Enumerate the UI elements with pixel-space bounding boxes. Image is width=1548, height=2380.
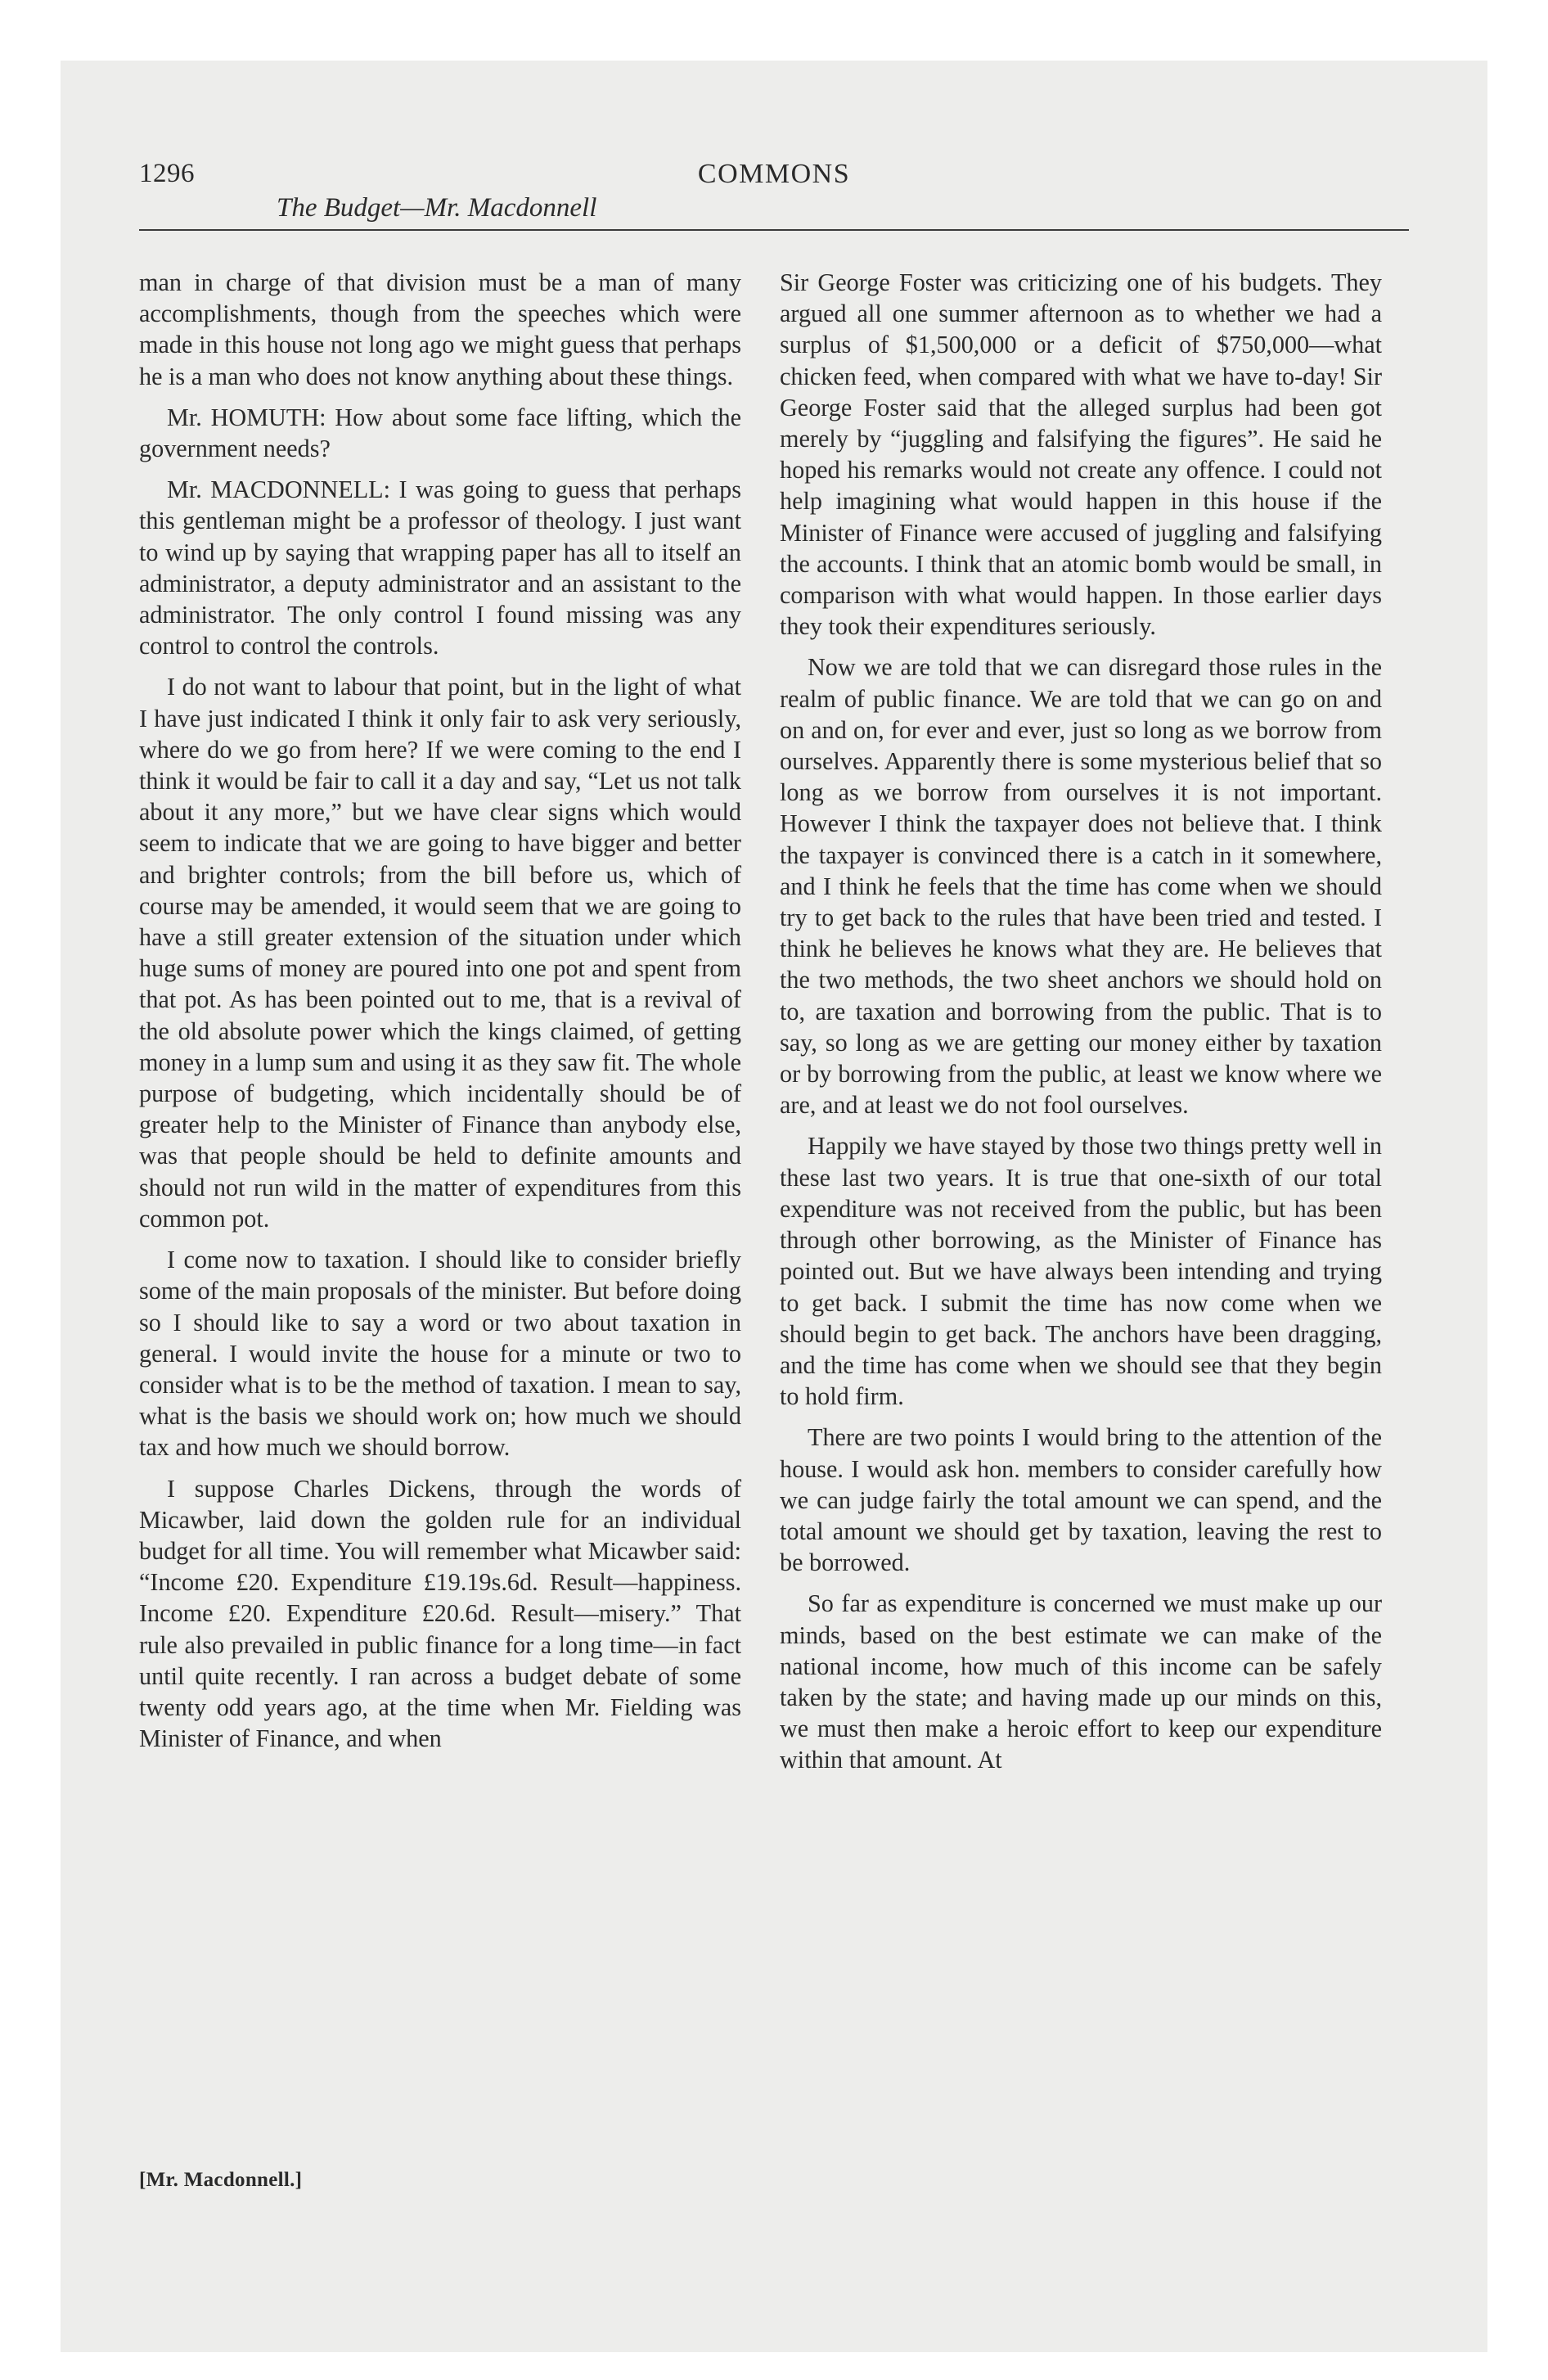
paragraph: Mr. HOMUTH: How about some face lifting, which the government needs? (139, 403, 741, 463)
paragraph: I come now to taxation. I should like to consider briefly some of the main proposals of the minister. But before doing so I should like to say a word or two about taxation in general. I would invite the house for a minute or two to consider what is to be the method of taxation. I mean to say, what is the basis we should work on; how much we should tax and how much we should borrow. (139, 1246, 741, 1462)
paragraph: There are two points I would bring to the attention of the house. I would ask hon. members to consider carefully how we can judge fairly the total amount we can spend, and the total amount we should get by taxation, leaving the rest to be borrowed. (780, 1423, 1382, 1577)
paragraph: I suppose Charles Dickens, through the words of Micawber, laid down the golden rule for an individual budget for all time. You will remember what Micawber said: “Income £20. Expenditure £19.19s.6d. Result—happiness. Income £20. Expenditure £20.6d. Result—misery.” That rule also prevailed in public finance for a long time—in fact until quite recently. I ran across a budget debate of some twenty odd years ago, at the time when Mr. Fielding was Minister of Finance, and when (139, 1474, 741, 1753)
header-rule (139, 229, 1409, 231)
paragraph: man in charge of that division must be a man of many accomplishments, though from the speeches which were made in this house not long ago we might guess that perhaps he is a man who does not know anything about these things. (139, 268, 741, 390)
paragraph: I do not want to labour that point, but in the light of what I have just indicated I think it only fair to ask very seriously, where do we go from here? If we were coming to the end I think it would be fair to call it a day and say, “Let us not talk about it any more,” but we have clear signs which would seem to indicate that we are going to have bigger and better and brighter controls; from the bill before us, which of course may be amended, it would seem that we are going to have a still greater extension of the situation under which huge sums of money are poured into one pot and spent from that pot. As has been pointed out to me, that is a revival of the old absolute power which the kings claimed, of getting money in a lump sum and using it as they saw fit. The whole purpose of budgeting, which incidentally should be of greater help to the Minister of Finance than anybody else, was that people should be held to definite amounts and should not run wild in the matter of expenditures from this common pot. (139, 673, 741, 1233)
right-column (780, 267, 1382, 1786)
page-number: 1296 (139, 159, 195, 188)
paragraph: Happily we have stayed by those two things pretty well in these last two years. It is true that one-sixth of our total expenditure was not received from the public, but has been through other borrowing, as the Minister of Finance has pointed out. But we have always been intending and trying to get back. I submit the time has now come when we should begin to get back. The anchors have been dragging, and the time has come when we should see that they begin to hold firm. (780, 1132, 1382, 1411)
left-column (139, 267, 741, 1764)
paragraph: So far as expenditure is concerned we must make up our minds, based on the best estimate we can make of the national income, how much of this income can be safely taken by the state; and having made up our minds on this, we must then make a heroic effort to keep our expenditure within that amount. At (780, 1589, 1382, 1774)
paragraph: Now we are told that we can disregard those rules in the realm of public finance. We are told that we can go on and on and on, for ever and ever, just so long as we borrow from ourselves. Apparently there is some mysterious belief that so long as we borrow from ourselves it is not important. However I think the taxpayer does not believe that. I think the taxpayer is convinced there is a catch in it somewhere, and I think he feels that the time has come when we should try to get back to the rules that have been tried and tested. I think he believes he knows what they are. He believes that the two methods, the two sheet anchors we should hold on to, are taxation and borrowing from the public. That is to say, so long as we are getting our money either by taxation or by borrowing from the public, at least we know where we are, and at least we do not fool ourselves. (780, 653, 1382, 1120)
paragraph: Mr. MACDONNELL: I was going to guess that perhaps this gentleman might be a professor of theology. I just want to wind up by saying that wrapping paper has all to itself an administrator, a deputy administrator and an assistant to the administrator. The only control I found missing was any control to control the controls. (139, 476, 741, 660)
section-title: COMMONS (697, 159, 851, 189)
page-header (139, 156, 1409, 237)
paragraph: Sir George Foster was criticizing one of his budgets. They argued all one summer afternoon as to whether we had a surplus of $1,500,000 or a deficit of $750,000—what chicken feed, when compared with what we have to-day! Sir George Foster said that the alleged surplus had been got merely by “juggling and falsifying the figures”. He said he hoped his remarks would not create any offence. I could not help imagining what would happen in this house if the Minister of Finance were accused of juggling and falsifying the accounts. I think that an atomic bomb would be small, in comparison with what would happen. In those earlier days they took their expenditures seriously. (780, 268, 1382, 641)
running-head: The Budget—Mr. Macdonnell (277, 193, 597, 223)
speaker-tag: [Mr. Macdonnell.] (139, 2169, 303, 2191)
